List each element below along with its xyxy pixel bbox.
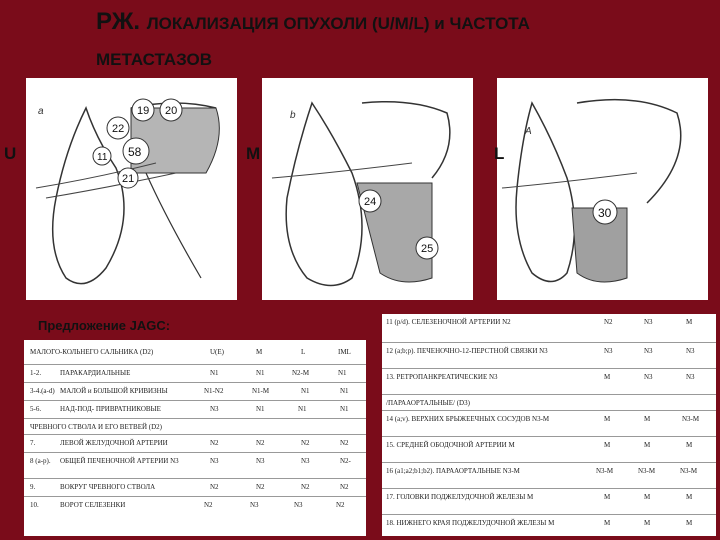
segment-label-m: M <box>246 144 261 163</box>
table-row: 15. СРЕДНЕЙ ОБОДОЧНОЙ АРТЕРИИ M M M M <box>382 436 716 437</box>
node-58: 58 <box>128 145 142 159</box>
table-subheader: ЧРЕВНОГО СТВОЛА И ЕГО ВЕТВЕЙ (D2) <box>24 418 366 419</box>
node-19: 19 <box>137 105 150 117</box>
table-row: 10. ВОРОТ СЕЛЕЗЕНКИ N2 N3 N3 N2 <box>24 496 366 497</box>
stomach-diagram-lower-svg <box>497 78 708 300</box>
node-22: 22 <box>112 123 125 135</box>
segment-label-u: U <box>4 144 17 163</box>
panel-u-corner: a <box>38 106 44 117</box>
table-row: 13. РЕТРОПАНКРЕАТИЧЕСКИЕ N3 M N3 N3 <box>382 368 716 369</box>
title-main: РЖ. <box>96 8 141 35</box>
page-title-line2: МЕТАСТАЗОВ <box>96 50 213 69</box>
jagc-proposal-label: Предложение JAGC: <box>38 318 171 333</box>
node-30: 30 <box>598 206 612 220</box>
table-row: 9. ВОКРУГ ЧРЕВНОГО СТВОЛА N2 N2 N2 N2 <box>24 478 366 479</box>
table-row: 7. ЛЕВОЙ ЖЕЛУДОЧНОЙ АРТЕРИИ N2 N2 N2 N2 <box>24 434 366 435</box>
stomach-diagram-middle <box>262 78 473 300</box>
stomach-diagram-middle-svg <box>262 78 473 300</box>
node-24: 24 <box>364 196 377 208</box>
page-title <box>96 8 530 36</box>
table-row: 5-6. НАД-ПОД- ПРИВРАТНИКОВЫЕ N3 N1 N1 N1 <box>24 400 366 401</box>
table-row: 14 (a;v). ВЕРХНИХ БРЫЖЕЕЧНЫХ СОСУДОВ N3-M M M N3-M <box>382 410 716 411</box>
header-col-u: U(E) <box>210 348 224 356</box>
panel-m-corner: b <box>290 110 296 121</box>
table-row: 8 (a-p). ОБЩЕЙ ПЕЧЕНОЧНОЙ АРТЕРИИ N3 N3 N3 N3 N2- <box>24 452 366 479</box>
stomach-diagram-upper-svg <box>26 78 237 300</box>
node-20: 20 <box>165 105 178 117</box>
title-rest: ЛОКАЛИЗАЦИЯ ОПУХОЛИ (U/M/L) и ЧАСТОТА <box>146 14 530 33</box>
node-25: 25 <box>421 243 434 255</box>
segment-label-l: L <box>494 144 505 163</box>
lymph-node-table-left <box>24 340 366 536</box>
header-group: МАЛОГО-КОЛЬНЕГО САЛЬНИКА (D2) <box>30 348 154 356</box>
lymph-node-table-right: 11 (p/d). СЕЛЕЗЕНОЧНОЙ АРТЕРИИ N2 N2 N3 M 12 (a;b;p). ПЕЧЕНОЧНО-12-ПЕРСТНОЙ СВЯЗКИ N3 N3 N3 N3 13. РЕТРОПАНКРЕАТИЧЕСКИЕ N3 M N3 N3 /ПАРААОРТАЛЬНЫЕ/ (D3) 14 (a;v). ВЕРХНИХ БРЫЖЕЕЧНЫХ СОСУДОВ N3-M M M N3-M 15. СРЕДНЕЙ ОБОДОЧНОЙ АРТЕРИИ M M M M 16 (a1;a2;b1;b2). ПАРААОРТАЛЬНЫЕ N3-M N3-M N3-M N3-M 17. ГОЛОВКИ ПОДЖЕЛУДОЧНОЙ ЖЕЛЕЗЫ M M M M 18. НИЖНЕГО КРАЯ ПОДЖЕЛУДОЧНОЙ ЖЕЛЕЗЫ M M M M <box>382 314 716 536</box>
node-11: 11 <box>97 152 108 163</box>
header-col-m: M <box>256 348 263 356</box>
table-row: 18. НИЖНЕГО КРАЯ ПОДЖЕЛУДОЧНОЙ ЖЕЛЕЗЫ M M M M <box>382 514 716 515</box>
table-row: 12 (a;b;p). ПЕЧЕНОЧНО-12-ПЕРСТНОЙ СВЯЗКИ N3 N3 N3 N3 <box>382 342 716 343</box>
node-21: 21 <box>122 173 135 185</box>
stomach-diagram-upper <box>26 78 237 300</box>
panel-l-corner: A <box>525 126 532 137</box>
table-row: 1-2. ПАРАКАРДИАЛЬНЫЕ N1 N1 N2-M N1 <box>24 364 366 365</box>
header-col-l: L <box>301 348 306 356</box>
stomach-diagram-lower <box>497 78 708 300</box>
table-row: 3-4.(a-d) МАЛОЙ и БОЛЬШОЙ КРИВИЗНЫ N1-N2 N1-M N1 N1 <box>24 382 366 383</box>
table-row: 17. ГОЛОВКИ ПОДЖЕЛУДОЧНОЙ ЖЕЛЕЗЫ M M M M <box>382 488 716 489</box>
header-col-iml: IML <box>338 348 351 356</box>
table-row: 16 (a1;a2;b1;b2). ПАРААОРТАЛЬНЫЕ N3-M N3-M N3-M N3-M <box>382 462 716 463</box>
table-subheader: /ПАРААОРТАЛЬНЫЕ/ (D3) <box>382 394 716 395</box>
